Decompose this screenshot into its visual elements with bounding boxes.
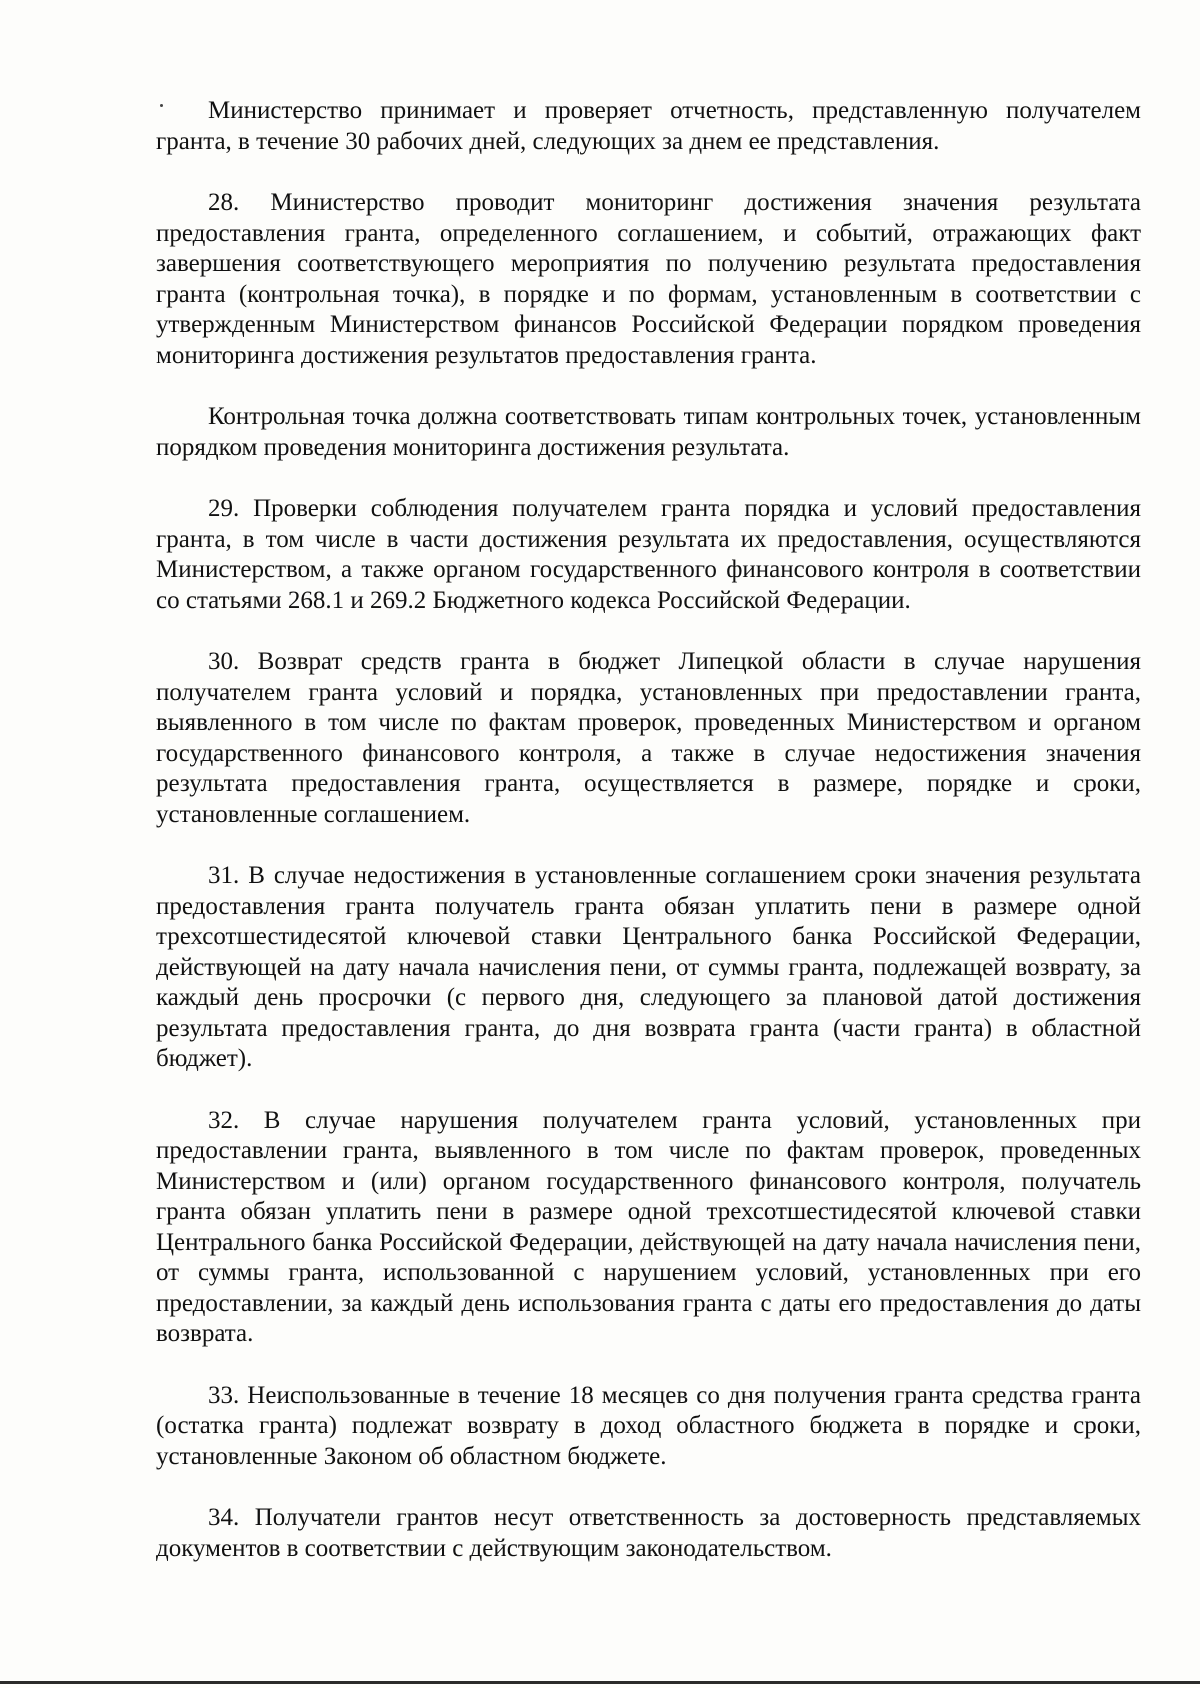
paragraph-32-penalty-violation: 32. В случае нарушения получателем гранта условий, установленных при предоставлении гранта, выявленного в том числе по фактам проверок, проведенных Министерством и (или) органом государственного финансового контроля, получатель гранта обязан уплатить пени в размере одной трехсотшестидесятой ключевой ставки Центрального банка Российской Федерации, действующей на дату начала начисления пени, от суммы гранта, использованной с нарушением условий, установленных при его предоставлении, за каждый день использования гранта с даты его предоставления до даты возврата. <box>156 1106 1141 1347</box>
paragraph-29-inspections: 29. Проверки соблюдения получателем гранта порядка и условий предоставления гранта, в том числе в части достижения результата их предоставления, осуществляются Министерством, а также органом государственного финансового контроля в соответствии со статьями 268.1 и 269.2 Бюджетного кодекса Российской Федерации. <box>156 495 1141 614</box>
paragraph-reporting-review: Министерство принимает и проверяет отчетность, представленную получателем гранта, в течение 30 рабочих дней, следующих за днем ее представления. <box>156 97 1141 155</box>
paragraph-31-penalty-nonachievement: 31. В случае недостижения в установленные соглашением сроки значения результата предоставления гранта получатель гранта обязан уплатить пени в размере одной трехсотшестидесятой ключевой ставки Центрального банка Российской Федерации, действующей на дату начала начисления пени, от суммы гранта, подлежащей возврату, за каждый день просрочки (с первого дня, следующего за плановой датой достижения результата предоставления гранта, до дня возврата гранта (части гранта) в областной бюджет). <box>156 862 1141 1072</box>
document-body <box>156 96 1141 1595</box>
paragraph-33-unused-funds: 33. Неиспользованные в течение 18 месяцев со дня получения гранта средства гранта (остатка гранта) подлежат возврату в доход областного бюджета в порядке и сроки, установленные Законом об областном бюджете. <box>156 1381 1141 1470</box>
paragraph-34-responsibility: 34. Получатели грантов несут ответственность за достоверность представляемых документов в соответствии с действующим законодательством. <box>156 1504 1141 1562</box>
page-bottom-edge <box>0 1681 1200 1684</box>
paragraph-30-refund: 30. Возврат средств гранта в бюджет Липецкой области в случае нарушения получателем гранта условий и порядка, установленных при предоставлении гранта, выявленного в том числе по фактам проверок, проведенных Министерством и органом государственного финансового контроля, а также в случае недостижения значения результата предоставления гранта, осуществляется в размере, порядке и сроки, установленные соглашением. <box>156 648 1141 828</box>
paragraph-control-point: Контрольная точка должна соответствовать типам контрольных точек, установленным порядком проведения мониторинга достижения результата. <box>156 403 1141 461</box>
paragraph-28-monitoring: 28. Министерство проводит мониторинг достижения значения результата предоставления гранта, определенного соглашением, и событий, отражающих факт завершения соответствующего мероприятия по получению результата предоставления гранта (контрольная точка), в порядке и по формам, установленным в соответствии с утвержденным Министерством финансов Российской Федерации порядком проведения мониторинга достижения результатов предоставления гранта. <box>156 189 1141 369</box>
